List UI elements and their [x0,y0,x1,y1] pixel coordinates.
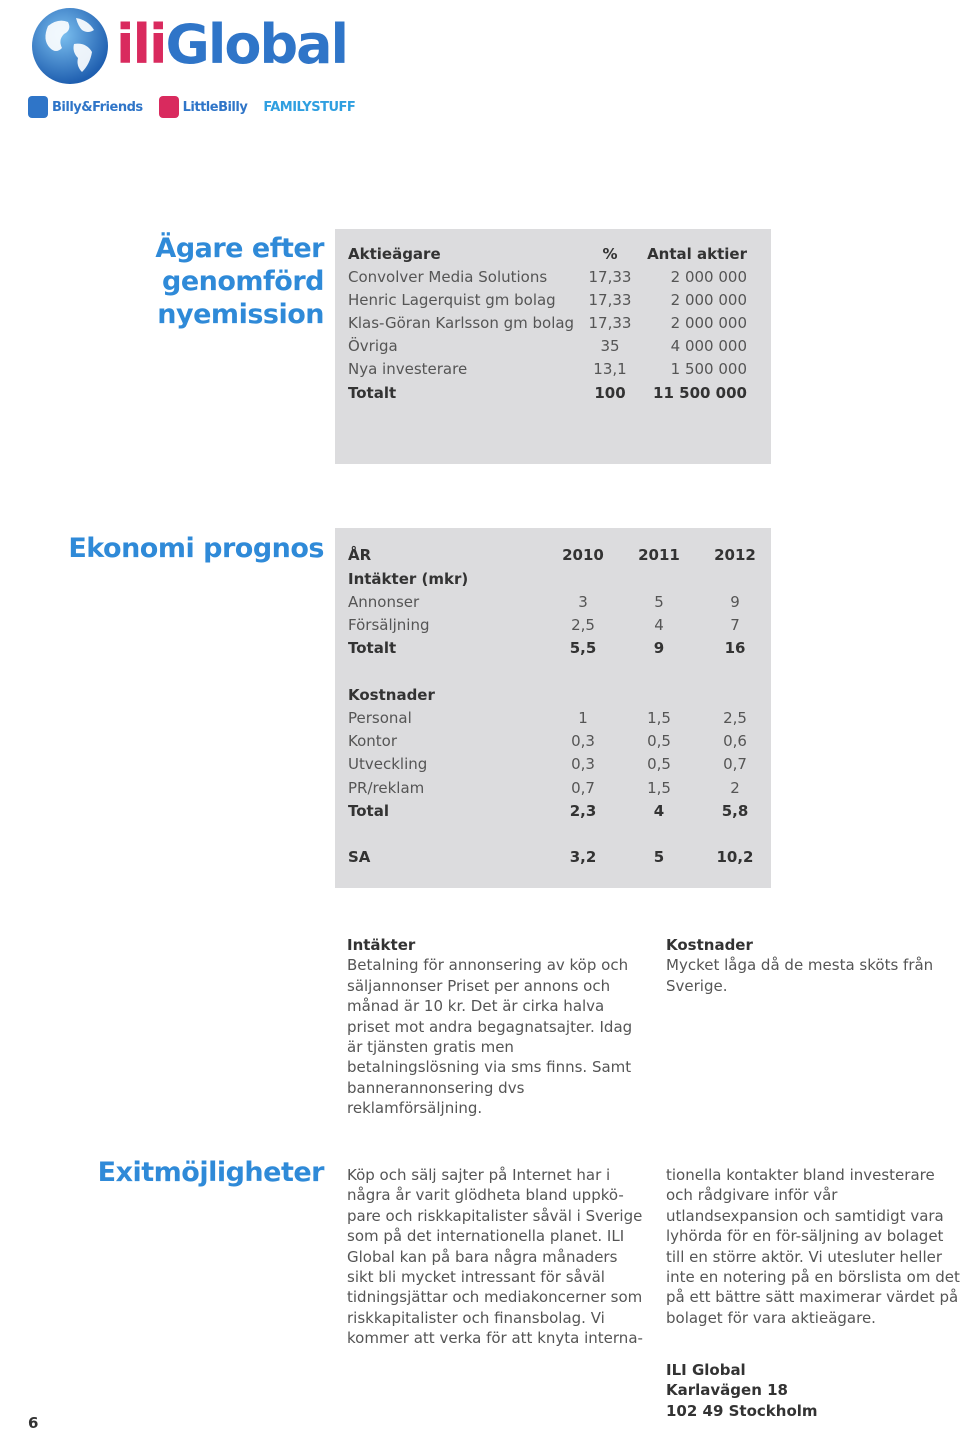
brand-global: Global [165,13,348,76]
littlebilly-icon [159,96,179,118]
ownership-heading: Ägare efter genomförd nyemission [155,233,324,330]
forecast-table: ÅR 2010 2011 2012 Intäkter (mkr) Annonser 3 5 9 Försäljning 2,5 4 7 Totalt 5,5 9 16 Kostnader Personal 1 1,5 2,5 Kontor 0,3 0,5 0,6 Utveckling 0,3 0,5 0,7 PR/reklam 0,7 1,5 2 Total 2,3 4 5,8 SA 3,2 5 10,2 [335,528,771,888]
brand-wordmark [116,10,347,80]
forecast-heading: Ekonomi prognos [68,533,324,564]
company-address: ILI Global Karlavägen 18 102 49 Stockholm [666,1361,818,1420]
sub-brand-logos [28,96,355,118]
billy-friends-logo: Billy&Friends [28,96,143,118]
globe-icon [28,4,112,88]
ownership-table: Aktieägare % Antal aktier Convolver Media Solutions 17,33 2 000 000 Henric Lagerquist gm bolag 17,33 2 000 000 Klas-Göran Karlsson gm bolag 17,33 2 000 000 Övriga 35 4 000 000 Nya investerare 13,1 1 500 000 Totalt 100 11 500 000 [335,229,771,464]
income-note: Intäkter Betalning för annonsering av köp och säljannonser Priset per annons och månad är 10 kr. Det är cirka halva priset mot andra begagnatsajter. Idag är tjänsten gratis men betalningslösning via sms finns. Samt bannerannonsering dvs reklamförsäljning. [347,936,633,1118]
page-number: 6 [28,1414,39,1432]
header-logo [24,4,356,124]
brand-ili: ili [116,13,166,76]
exit-heading: Exitmöjligheter [97,1157,324,1188]
exit-text-column-1: Köp och sälj sajter på Internet har i några år varit glödheta bland uppkö-pare och riskkapitalister såväl i Sverige som på det internationella planet. ILI Global kan på bara några månaders sikt bli mycket intressant för såväl tidningsjättar och mediakoncerner som riskkapitalister och finansbolag. Vi kommer att verka för att knyta interna- [347,1166,643,1348]
exit-text-column-2: tionella kontakter bland investerare och rådgivare inför vår utlandsexpansion och samtidigt vara lyhörda för en för-säljning av bolaget till en större aktör. Vi utesluter heller inte en notering på en börslista om det på ett bättre sätt maximerar värdet på bolaget för vara aktieägare. [666,1166,960,1327]
littlebilly-logo: LittleBilly [159,96,248,118]
billy-icon [28,96,48,118]
cost-note: Kostnader Mycket låga då de mesta sköts från Sverige. [666,936,934,995]
familystuff-logo: FAMILYSTUFF [263,99,356,115]
